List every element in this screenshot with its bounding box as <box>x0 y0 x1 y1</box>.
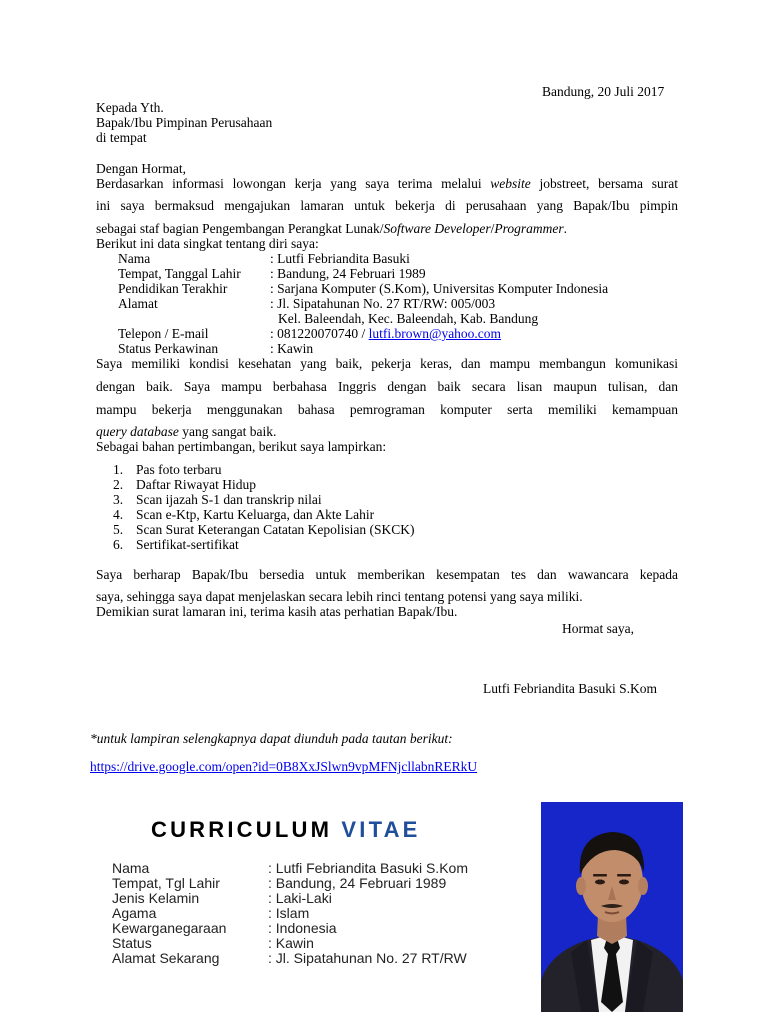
cv-row <box>112 861 468 876</box>
cv-value: : Kawin <box>268 935 314 951</box>
field-label: Alamat <box>118 296 158 311</box>
field-value: : Kawin <box>270 341 314 356</box>
field-value: : Lutfi Febriandita Basuki <box>270 251 410 266</box>
cv-value: : Islam <box>268 905 310 921</box>
closing-line: Demikian surat lamaran ini, terima kasih atas perhatian Bapak/Ibu. <box>96 604 458 619</box>
profile-photo <box>541 802 683 1012</box>
intro-text-italic: Software Developer <box>383 221 491 236</box>
cv-value: : Indonesia <box>268 920 337 936</box>
body-text-italic: query database <box>96 424 179 439</box>
recipient-line: di tempat <box>96 130 147 145</box>
personal-row-telepon <box>118 326 501 341</box>
cv-title-main: CURRICULUM <box>151 817 333 842</box>
field-value: Kel. Baleendah, Kec. Baleendah, Kab. Bandung <box>278 311 539 326</box>
cv-row <box>112 876 446 891</box>
personal-row-alamat-cont <box>118 311 538 326</box>
cv-value: : Jl. Sipatahunan No. 27 RT/RW <box>268 950 467 966</box>
body-line: Saya memiliki kondisi kesehatan yang baik, pekerja keras, dan mampu membangun komunikasi <box>96 356 678 371</box>
intro-line: ini saya bermaksud mengajukan lamaran untuk bekerja di perusahaan yang Bapak/Ibu pimpin <box>96 198 678 213</box>
field-label: Pendidikan Terakhir <box>118 281 228 296</box>
body-text: yang sangat baik. <box>178 424 277 439</box>
field-value: : Bandung, 24 Februari 1989 <box>270 266 426 281</box>
intro-text: . <box>563 221 568 236</box>
signature-name: Lutfi Febriandita Basuki S.Kom <box>483 681 657 696</box>
cv-label: Status <box>112 935 152 951</box>
attachment-item: 6. Sertifikat-sertifikat <box>113 537 239 552</box>
intro-line <box>96 221 567 236</box>
cv-row <box>112 906 309 921</box>
recipient-line: Kepada Yth. <box>96 100 164 115</box>
greeting: Dengan Hormat, <box>96 161 186 176</box>
intro-text-italic: website <box>490 176 531 191</box>
cv-label: Agama <box>112 905 157 921</box>
field-label: Tempat, Tanggal Lahir <box>118 266 241 281</box>
field-label: Telepon / E-mail <box>118 326 209 341</box>
closing-line: saya, sehingga saya dapat menjelaskan secara lebih rinci tentang potensi yang saya miliki. <box>96 589 583 604</box>
attachment-item: 3. Scan ijazah S-1 dan transkrip nilai <box>113 492 322 507</box>
data-intro: Berikut ini data singkat tentang diri saya: <box>96 236 319 251</box>
body-line: dengan baik. Saya mampu berbahasa Inggris dengan baik secara lisan maupun tulisan, dan <box>96 379 678 394</box>
attachment-intro: Sebagai bahan pertimbangan, berikut saya lampirkan: <box>96 439 387 454</box>
body-line: mampu bekerja menggunakan bahasa pemrograman komputer serta memiliki kemampuan <box>96 402 678 417</box>
attachment-item: 2. Daftar Riwayat Hidup <box>113 477 256 492</box>
field-label: Status Perkawinan <box>118 341 219 356</box>
field-label: Nama <box>118 251 151 266</box>
cv-value: : Lutfi Febriandita Basuki S.Kom <box>268 860 468 876</box>
email-link[interactable]: lutfi.brown@yahoo.com <box>368 326 502 341</box>
cv-row <box>112 891 332 906</box>
field-value: : 081220070740 / <box>270 326 369 341</box>
cv-value: : Laki-Laki <box>268 890 332 906</box>
field-value: : Sarjana Komputer (S.Kom), Universitas Komputer Indonesia <box>270 281 609 296</box>
recipient-line: Bapak/Ibu Pimpinan Perusahaan <box>96 115 273 130</box>
cv-value: : Bandung, 24 Februari 1989 <box>268 875 447 891</box>
cv-label: Jenis Kelamin <box>112 890 200 906</box>
attachment-item: 5. Scan Surat Keterangan Catatan Kepolisian (SKCK) <box>113 522 415 537</box>
personal-row-nama <box>118 251 410 266</box>
attachment-item: 4. Scan e-Ktp, Kartu Keluarga, dan Akte Lahir <box>113 507 375 522</box>
cv-row <box>112 951 467 966</box>
attachment-item: 1. Pas foto terbaru <box>113 462 222 477</box>
cv-row <box>112 921 337 936</box>
personal-row-status <box>118 341 313 356</box>
intro-text: / <box>490 221 495 236</box>
cv-label: Nama <box>112 860 150 876</box>
intro-text-italic: Programmer <box>494 221 564 236</box>
footnote: *untuk lampiran selengkapnya dapat diunduh pada tautan berikut: <box>90 731 453 746</box>
cv-title <box>151 817 421 843</box>
cv-label: Alamat Sekarang <box>112 950 220 966</box>
cv-title-accent: VITAE <box>341 817 421 842</box>
cv-label: Tempat, Tgl Lahir <box>112 875 220 891</box>
letter-date: Bandung, 20 Juli 2017 <box>542 84 665 99</box>
closing-line: Saya berharap Bapak/Ibu bersedia untuk memberikan kesempatan tes dan wawancara kepada <box>96 567 678 582</box>
intro-text: sebagai staf bagian Pengembangan Perangkat Lunak/ <box>96 221 384 236</box>
regards: Hormat saya, <box>562 621 634 636</box>
personal-row-ttl <box>118 266 426 281</box>
person-portrait-icon <box>541 802 683 1012</box>
body-line <box>96 424 276 439</box>
field-value: : Jl. Sipatahunan No. 27 RT/RW: 005/003 <box>270 296 496 311</box>
intro-text: Berdasarkan informasi lowongan kerja yang saya terima melalui <box>96 176 491 191</box>
cv-row <box>112 936 314 951</box>
intro-text: jobstreet, bersama surat <box>530 176 678 191</box>
personal-row-alamat <box>118 296 495 311</box>
drive-link[interactable]: https://drive.google.com/open?id=0B8XxJSlwn9vpMFNjcllabnRERkU <box>90 759 478 774</box>
intro-line <box>96 176 678 191</box>
personal-row-pendidikan <box>118 281 608 296</box>
cv-label: Kewarganegaraan <box>112 920 227 936</box>
